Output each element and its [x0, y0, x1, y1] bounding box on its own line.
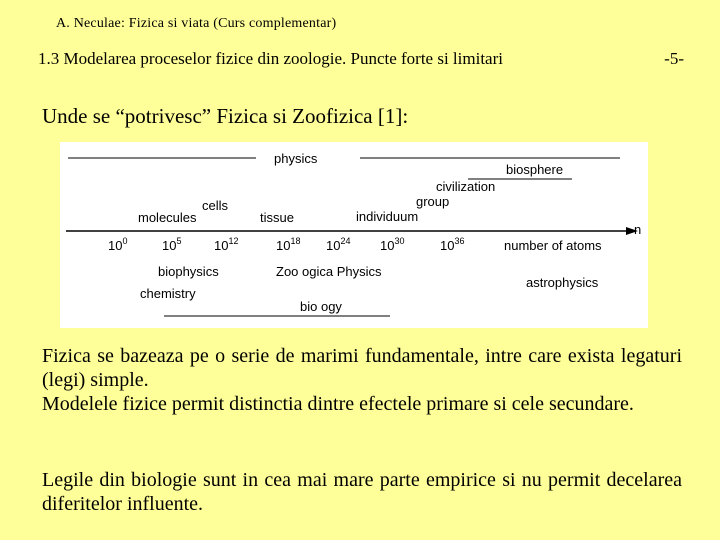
label-individuum: individuum [356, 209, 419, 224]
paragraph-fundamentals [42, 344, 682, 416]
tick-label-4: $10^{24}$ [326, 236, 351, 253]
page-number: -5- [664, 49, 684, 68]
label-chemistry: chemistry [140, 286, 196, 301]
tick-label-3: $10^{18}$ [276, 236, 301, 253]
label-biophysics: biophysics [158, 264, 219, 279]
running-header: A. Neculae: Fizica si viata (Curs complementar) [56, 16, 337, 31]
section-title: 1.3 Modelarea proceselor fizice din zoologie. Puncte forte si limitari [38, 49, 503, 68]
scale-diagram [60, 142, 648, 328]
label-group: group [416, 194, 450, 209]
label-zoologica-physics: Zoo ogica Physics [276, 264, 382, 279]
label-axis-end: n [634, 222, 642, 237]
label-physics: physics [274, 151, 318, 166]
tick-label-2: $10^{12}$ [214, 236, 239, 253]
paragraph-line: Fizica se bazeaza pe o serie de marimi fundamentale, intre care exista legaturi (legi) simple. [42, 345, 682, 391]
label-cells: cells [202, 198, 229, 213]
paragraph-line: Modelele fizice permit distinctia dintre efectele primare si cele secundare. [42, 393, 634, 415]
label-astrophysics: astrophysics [526, 275, 599, 290]
label-civilization: civilization [436, 179, 496, 194]
question-heading: Unde se “potrivesc” Fizica si Zoofizica [1]: [42, 104, 409, 128]
label-biology: bio ogy [300, 299, 342, 314]
tick-label-0: $10^0$ [108, 236, 128, 253]
label-number-of-atoms: number of atoms [504, 238, 602, 253]
label-tissue: tissue [260, 210, 294, 225]
tick-label-1: $10^5$ [162, 236, 182, 253]
tick-label-6: $10^{36}$ [440, 236, 465, 253]
label-molecules: molecules [138, 210, 197, 225]
tick-label-5: $10^{30}$ [380, 236, 405, 253]
scale-diagram-svg [60, 142, 648, 328]
paragraph-biology-laws: Legile din biologie sunt in cea mai mare parte empirice si nu permit decelarea diferitelor influente. [42, 469, 682, 515]
label-biosphere: biosphere [506, 162, 564, 177]
